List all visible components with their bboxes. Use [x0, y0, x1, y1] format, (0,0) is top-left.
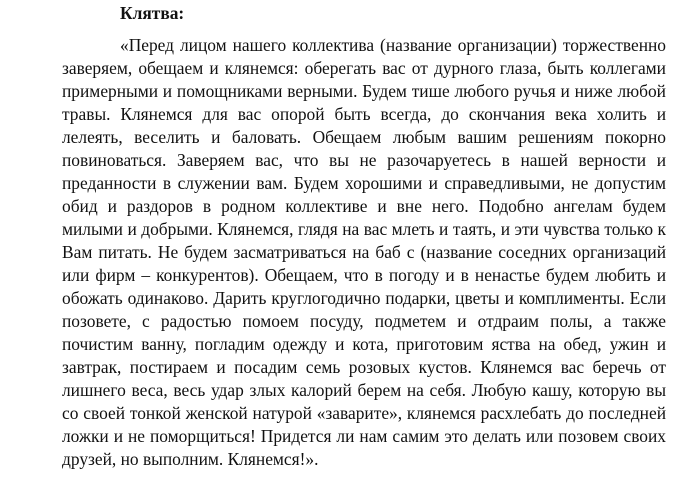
- oath-heading: Клятва:: [120, 3, 185, 23]
- oath-paragraph: «Перед лицом нашего коллектива (название организации) торжественно заверяем, обещаем и клянемся: оберегать вас от дурного глаза, быть коллегами примерными и помощниками верными. Будем тише любого ручья и ниже любой травы. Клянемся для вас опорой быть всегда, до скончания века холить и лелеять, веселить и баловать. Обещаем любым вашим решениям покорно повиноваться. Заверяем вас, что вы не разочаруетесь в нашей верности и преданности в служении вам. Будем хорошими и справедливыми, не допустим обид и раздоров в родном коллективе и вне него. Подобно ангелам будем милыми и добрыми. Клянемся, глядя на вас млеть и таять, и эти чувства только к Вам питать. Не будем засматриваться на баб с (название соседних организаций или фирм – конкурентов). Обещаем, что в погоду и в ненастье будем любить и обожать одинаково. Дарить круглогодично подарки, цветы и комплименты. Если позовете, с радостью помоем посуду, подметем и отдраим полы, а также почистим ванну, погладим одежду и кота, приготовим яства на обед, ужин и завтрак, постираем и посадим семь розовых кустов. Клянемся вас беречь от лишнего веса, весь удар злых калорий берем на себя. Любую кашу, которую вы со своей тонкой женской натурой «заварите», клянемся расхлебать до последней ложки и не поморщиться! Придется ли нам самим это делать или позовем своих друзей, но выполним. Клянемся!».: [62, 35, 666, 469]
